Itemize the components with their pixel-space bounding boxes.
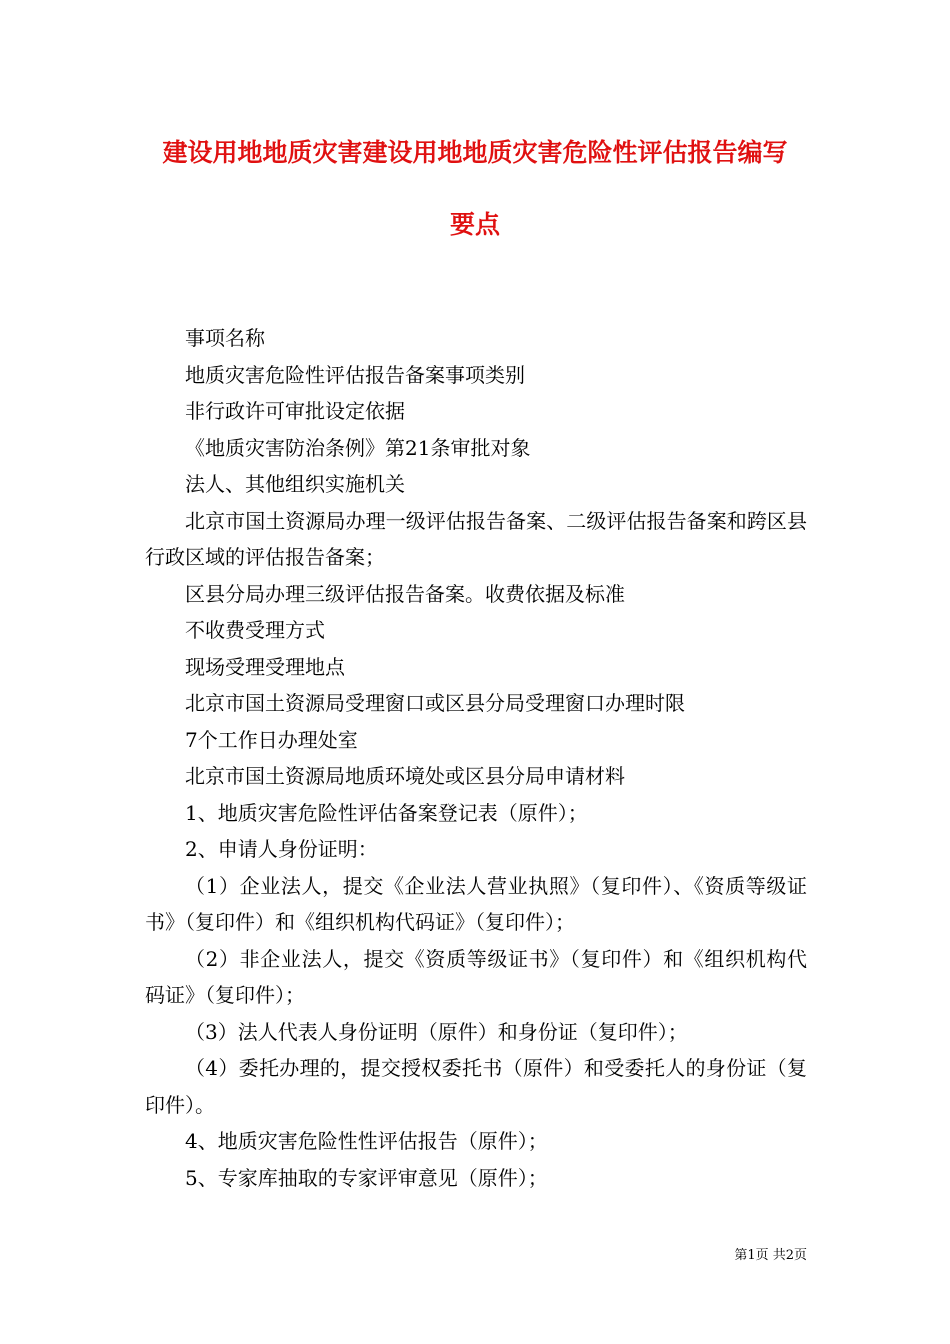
paragraph: 5、专家库抽取的专家评审意见（原件）； — [185, 1165, 548, 1190]
paragraph: 不收费受理方式 — [185, 618, 325, 642]
paragraph: 4、地质灾害危险性性评估报告（原件）； — [185, 1129, 548, 1153]
paragraph: 7个工作日办理处室 — [185, 727, 358, 752]
paragraph: 区县分局办理三级评估报告备案。收费依据及标准 — [185, 581, 625, 606]
paragraph: （4）委托办理的，提交授权委托书（原件）和受委托人的身份证（复印件）。 — [145, 1056, 807, 1117]
page-number-footer: 第1页 共2页 — [734, 1248, 807, 1263]
paragraph: 《地质灾害防治条例》第21条审批对象 — [185, 435, 531, 460]
paragraph: （1）企业法人，提交《企业法人营业执照》（复印件）、《资质等级证书》（复印件）和《组织机构代码证》（复印件）； — [145, 873, 807, 934]
paragraph: 事项名称 — [185, 326, 265, 350]
paragraph: 地质灾害危险性评估报告备案事项类别 — [185, 362, 525, 387]
document-title-line-1: 建设用地地质灾害建设用地地质灾害危险性评估报告编写 — [162, 138, 788, 167]
paragraph: （2）非企业法人，提交《资质等级证书》（复印件）和《组织机构代码证》（复印件）； — [145, 946, 807, 1007]
document-body — [145, 320, 807, 1196]
paragraph: 北京市国土资源局受理窗口或区县分局受理窗口办理时限 — [185, 691, 685, 715]
paragraph: 北京市国土资源局办理一级评估报告备案、二级评估报告备案和跨区县行政区域的评估报告备案； — [145, 508, 807, 569]
document-title-line-2: 要点 — [449, 210, 500, 239]
paragraph: 非行政许可审批设定依据 — [185, 399, 405, 423]
paragraph: 2、申请人身份证明： — [185, 837, 378, 861]
paragraph: 法人、其他组织实施机关 — [185, 472, 405, 496]
paragraph: 1、地质灾害危险性评估备案登记表（原件）； — [185, 800, 588, 825]
paragraph: 北京市国土资源局地质环境处或区县分局申请材料 — [185, 764, 625, 788]
paragraph: （3）法人代表人身份证明（原件）和身份证（复印件）； — [185, 1019, 688, 1044]
paragraph: 现场受理受理地点 — [185, 654, 345, 679]
